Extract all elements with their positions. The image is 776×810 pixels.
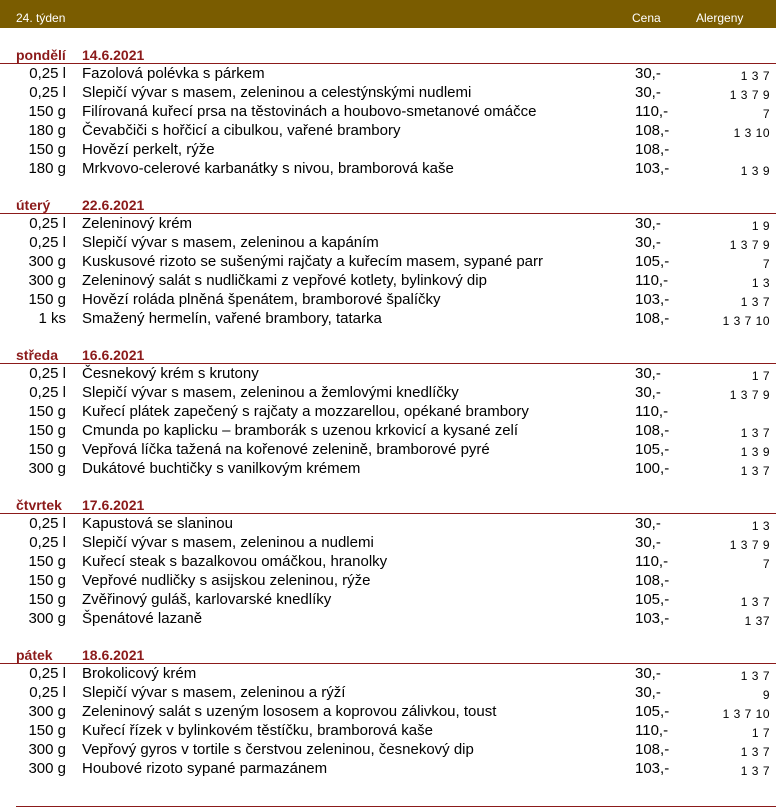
item-quantity: 1 ks	[38, 310, 66, 327]
item-quantity: 180 g	[28, 122, 66, 139]
item-quantity: 0,25 l	[29, 234, 66, 251]
item-name: Vepřová líčka tažená na kořenové zelenině, bramborové pyré	[82, 441, 490, 458]
item-allergens: 7	[762, 257, 770, 271]
item-name: Fazolová polévka s párkem	[82, 65, 265, 82]
day-section-friday	[0, 646, 776, 778]
menu-header	[0, 0, 776, 28]
item-quantity: 0,25 l	[29, 515, 66, 532]
menu-item	[0, 309, 776, 328]
item-allergens: 1 3 7 10	[722, 707, 770, 721]
item-price: 105,-	[635, 253, 670, 270]
menu-item	[0, 514, 776, 533]
item-price: 100,-	[635, 460, 670, 477]
day-section-thursday	[0, 496, 776, 628]
day-name: středa	[16, 347, 59, 363]
day-date: 22.6.2021	[82, 197, 145, 213]
item-allergens: 1 3 7 9	[729, 538, 770, 552]
item-allergens: 1 3 7	[740, 669, 770, 683]
item-allergens: 1 37	[744, 614, 770, 628]
item-price: 108,-	[635, 122, 670, 139]
menu-item	[0, 233, 776, 252]
item-quantity: 150 g	[28, 291, 66, 308]
menu-item	[0, 83, 776, 102]
item-price: 30,-	[635, 534, 661, 551]
item-name: Kuřecí steak s bazalkovou omáčkou, hranolky	[82, 553, 388, 570]
item-quantity: 300 g	[28, 760, 66, 777]
allergens-column-label: Alergeny	[696, 11, 744, 25]
item-allergens: 1 7	[751, 369, 770, 383]
day-section-monday	[0, 46, 776, 178]
day-heading	[0, 46, 776, 64]
menu-item	[0, 252, 776, 271]
day-name: čtvrtek	[16, 497, 62, 513]
menu-item	[0, 383, 776, 402]
price-column-label: Cena	[632, 11, 661, 25]
item-allergens: 1 3 7	[740, 464, 770, 478]
menu-item	[0, 159, 776, 178]
item-price: 110,-	[635, 272, 669, 289]
item-quantity: 0,25 l	[29, 215, 66, 232]
item-price: 103,-	[635, 291, 670, 308]
item-quantity: 300 g	[28, 460, 66, 477]
item-price: 103,-	[635, 160, 670, 177]
day-name: úterý	[16, 197, 51, 213]
menu-item	[0, 552, 776, 571]
item-name: Kuřecí plátek zapečený s rajčaty a mozzarellou, opékané brambory	[82, 403, 529, 420]
item-price: 110,-	[635, 103, 669, 120]
item-quantity: 300 g	[28, 703, 66, 720]
footer-divider	[16, 806, 776, 807]
item-name: Zeleninový krém	[82, 215, 193, 232]
item-price: 103,-	[635, 760, 670, 777]
item-allergens: 1 3 7 10	[722, 314, 770, 328]
item-price: 108,-	[635, 741, 670, 758]
item-name: Filírovaná kuřecí prsa na těstovinách a houbovo-smetanové omáčce	[82, 103, 537, 120]
item-allergens: 1 3 9	[740, 445, 770, 459]
item-allergens: 1 3 7	[740, 426, 770, 440]
day-name: pátek	[16, 647, 53, 663]
menu-item	[0, 590, 776, 609]
item-allergens: 1 3	[751, 519, 770, 533]
item-name: Hovězí perkelt, rýže	[82, 141, 215, 158]
menu-item	[0, 533, 776, 552]
day-date: 16.6.2021	[82, 347, 145, 363]
item-price: 30,-	[635, 234, 661, 251]
item-allergens: 1 3 7	[740, 764, 770, 778]
menu-item	[0, 121, 776, 140]
item-name: Čevabčiči s hořčicí a cibulkou, vařené brambory	[82, 122, 401, 139]
item-quantity: 300 g	[28, 253, 66, 270]
item-name: Dukátové buchtičky s vanilkovým krémem	[82, 460, 361, 477]
item-price: 108,-	[635, 141, 670, 158]
item-name: Slepičí vývar s masem, zeleninou a celestýnskými nudlemi	[82, 84, 472, 101]
item-price: 110,-	[635, 553, 669, 570]
menu-item	[0, 702, 776, 721]
menu-item	[0, 740, 776, 759]
item-name: Cmunda po kaplicku – bramborák s uzenou krkovicí a kysané zelí	[82, 422, 519, 439]
item-allergens: 1 3 7 9	[729, 88, 770, 102]
item-price: 108,-	[635, 422, 670, 439]
item-name: Česnekový krém s krutony	[82, 365, 259, 382]
item-quantity: 150 g	[28, 422, 66, 439]
item-name: Kuřecí řízek v bylinkovém těstíčku, bramborová kaše	[82, 722, 433, 739]
item-quantity: 0,25 l	[29, 84, 66, 101]
item-price: 103,-	[635, 610, 670, 627]
item-quantity: 300 g	[28, 272, 66, 289]
item-allergens: 7	[762, 557, 770, 571]
item-price: 30,-	[635, 365, 661, 382]
item-quantity: 0,25 l	[29, 65, 66, 82]
item-price: 108,-	[635, 572, 670, 589]
item-allergens: 1 3 7	[740, 295, 770, 309]
item-price: 30,-	[635, 515, 661, 532]
menu-item	[0, 214, 776, 233]
menu-item	[0, 571, 776, 590]
item-name: Hovězí roláda plněná špenátem, bramborové špalíčky	[82, 291, 441, 308]
item-quantity: 0,25 l	[29, 684, 66, 701]
item-quantity: 300 g	[28, 610, 66, 627]
item-allergens: 1 3 7	[740, 69, 770, 83]
item-allergens: 7	[762, 107, 770, 121]
item-quantity: 0,25 l	[29, 534, 66, 551]
item-allergens: 1 3	[751, 276, 770, 290]
item-price: 30,-	[635, 215, 661, 232]
day-date: 17.6.2021	[82, 497, 145, 513]
item-name: Vepřové nudličky s asijskou zeleninou, rýže	[82, 572, 371, 589]
item-quantity: 150 g	[28, 403, 66, 420]
menu-item	[0, 140, 776, 159]
menu-item	[0, 271, 776, 290]
item-name: Zeleninový salát s uzeným lososem a koprovou zálivkou, toust	[82, 703, 497, 720]
item-quantity: 300 g	[28, 741, 66, 758]
item-price: 105,-	[635, 591, 670, 608]
item-quantity: 150 g	[28, 572, 66, 589]
item-name: Slepičí vývar s masem, zeleninou a rýží	[82, 684, 346, 701]
item-name: Mrkvovo-celerové karbanátky s nivou, bramborová kaše	[82, 160, 454, 177]
item-name: Zvěřinový guláš, karlovarské knedlíky	[82, 591, 332, 608]
item-quantity: 180 g	[28, 160, 66, 177]
item-quantity: 150 g	[28, 141, 66, 158]
day-date: 14.6.2021	[82, 47, 145, 63]
item-price: 105,-	[635, 441, 670, 458]
item-name: Kuskusové rizoto se sušenými rajčaty a kuřecím masem, sypané parr	[82, 253, 544, 270]
menu-item	[0, 364, 776, 383]
item-price: 30,-	[635, 84, 661, 101]
item-name: Špenátové lazaně	[82, 610, 203, 627]
menu-item	[0, 440, 776, 459]
day-section-tuesday	[0, 196, 776, 328]
item-allergens: 1 9	[751, 219, 770, 233]
menu-item	[0, 421, 776, 440]
menu-item	[0, 609, 776, 628]
item-allergens: 1 3 9	[740, 164, 770, 178]
menu-item	[0, 721, 776, 740]
item-allergens: 1 3 7 9	[729, 388, 770, 402]
item-name: Vepřový gyros v tortile s čerstvou zeleninou, česnekový dip	[82, 741, 474, 758]
item-name: Houbové rizoto sypané parmazánem	[82, 760, 328, 777]
menu-item	[0, 664, 776, 683]
day-heading	[0, 196, 776, 214]
menu-item	[0, 683, 776, 702]
item-name: Brokolicový krém	[82, 665, 197, 682]
item-name: Kapustová se slaninou	[82, 515, 233, 532]
menu-item	[0, 64, 776, 83]
item-allergens: 1 7	[751, 726, 770, 740]
item-allergens: 1 3 10	[733, 126, 770, 140]
item-quantity: 0,25 l	[29, 365, 66, 382]
item-allergens: 9	[762, 688, 770, 702]
item-quantity: 150 g	[28, 591, 66, 608]
day-heading	[0, 496, 776, 514]
item-allergens: 1 3 7 9	[729, 238, 770, 252]
item-price: 108,-	[635, 310, 670, 327]
item-price: 110,-	[635, 722, 669, 739]
week-label: 24. týden	[16, 11, 66, 25]
item-price: 30,-	[635, 665, 661, 682]
item-price: 30,-	[635, 684, 661, 701]
item-quantity: 150 g	[28, 441, 66, 458]
day-heading	[0, 646, 776, 664]
item-allergens: 1 3 7	[740, 595, 770, 609]
day-date: 18.6.2021	[82, 647, 145, 663]
menu-item	[0, 402, 776, 421]
item-price: 30,-	[635, 65, 661, 82]
menu-item	[0, 290, 776, 309]
item-name: Zeleninový salát s nudličkami z vepřové kotlety, bylinkový dip	[82, 272, 487, 289]
item-name: Slepičí vývar s masem, zeleninou a kapáním	[82, 234, 379, 251]
item-name: Slepičí vývar s masem, zeleninou a žemlovými knedlíčky	[82, 384, 459, 401]
item-price: 105,-	[635, 703, 670, 720]
item-quantity: 150 g	[28, 722, 66, 739]
menu-item	[0, 459, 776, 478]
item-name: Smažený hermelín, vařené brambory, tatarka	[82, 310, 382, 327]
item-quantity: 150 g	[28, 553, 66, 570]
item-allergens: 1 3 7	[740, 745, 770, 759]
menu-item	[0, 759, 776, 778]
day-heading	[0, 346, 776, 364]
item-price: 110,-	[635, 403, 669, 420]
menu-item	[0, 102, 776, 121]
day-section-wednesday	[0, 346, 776, 478]
item-price: 30,-	[635, 384, 661, 401]
item-name: Slepičí vývar s masem, zeleninou a nudlemi	[82, 534, 374, 551]
item-quantity: 0,25 l	[29, 384, 66, 401]
item-quantity: 0,25 l	[29, 665, 66, 682]
item-quantity: 150 g	[28, 103, 66, 120]
day-name: pondělí	[16, 47, 66, 63]
